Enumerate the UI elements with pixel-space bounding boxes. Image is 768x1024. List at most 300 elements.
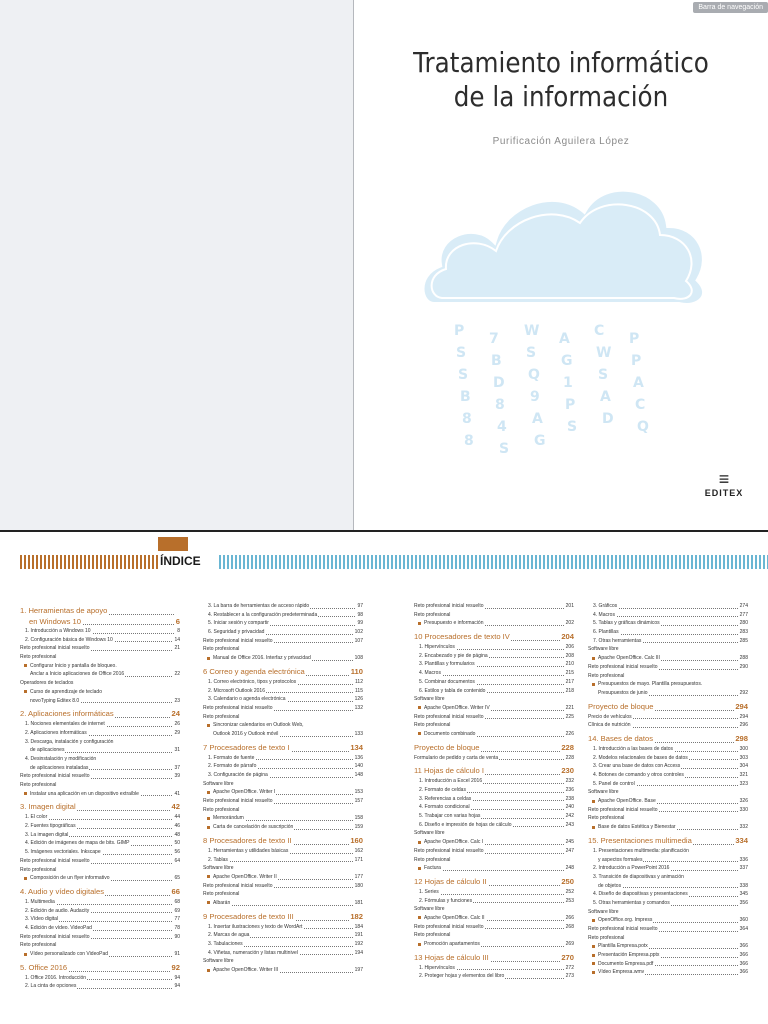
toc-entry-title: Software libre xyxy=(203,865,234,872)
toc-entry-title: Configurar Inicio y pantalla de bloqueo. xyxy=(30,662,117,669)
toc-entry-title: Apache OpenOffice. Calc III xyxy=(598,655,660,662)
toc-entry[interactable] xyxy=(414,829,574,838)
toc-entry-title: Reto profesional inicial resuelto xyxy=(414,847,484,854)
decorative-ribbon-left xyxy=(20,555,158,569)
toc-entry[interactable] xyxy=(20,738,180,747)
toc-page-number: 366 xyxy=(739,952,748,959)
toc-entry[interactable] xyxy=(414,619,574,628)
toc-page-number: 69 xyxy=(174,907,180,914)
toc-entry[interactable] xyxy=(20,839,180,848)
toc-entry[interactable] xyxy=(203,873,363,882)
toc-chapter-heading[interactable] xyxy=(20,886,180,898)
toc-entry[interactable] xyxy=(203,762,363,771)
toc-entry[interactable] xyxy=(414,669,574,678)
bullet-square-icon xyxy=(207,969,210,972)
toc-chapter-heading[interactable] xyxy=(20,801,180,813)
rain-character: C xyxy=(635,397,646,413)
toc-entry[interactable] xyxy=(20,755,180,764)
toc-entry[interactable] xyxy=(414,730,574,739)
toc-entry[interactable] xyxy=(414,611,574,620)
toc-entry[interactable] xyxy=(203,806,363,815)
toc-page-number: 226 xyxy=(565,730,574,737)
rain-character: P xyxy=(631,353,642,369)
toc-entry-title: 3. Plantillas y formularios xyxy=(419,661,475,668)
toc-entry-title: Apache OpenOffice. Calc I xyxy=(424,839,484,846)
toc-entry[interactable] xyxy=(203,754,363,763)
toc-chapter-heading[interactable] xyxy=(414,876,574,888)
toc-entry[interactable] xyxy=(20,848,180,857)
toc-entry[interactable] xyxy=(20,822,180,831)
toc-entry-title: 2. Marcas de agua xyxy=(208,932,250,939)
toc-page-number: 44 xyxy=(174,814,180,821)
toc-page-number: 22 xyxy=(174,671,180,678)
toc-entry[interactable] xyxy=(588,797,748,806)
toc-entry[interactable] xyxy=(588,942,748,951)
toc-entry[interactable] xyxy=(20,772,180,781)
toc-column-4 xyxy=(588,602,748,977)
rain-character: 9 xyxy=(530,389,540,405)
toc-entry[interactable] xyxy=(20,670,180,679)
toc-entry[interactable] xyxy=(20,907,180,916)
toc-entry[interactable] xyxy=(20,644,180,653)
toc-entry-title: Presupuesto e información xyxy=(424,620,484,627)
toc-chapter-heading[interactable] xyxy=(20,605,180,617)
toc-entry[interactable] xyxy=(414,914,574,923)
toc-page-number: 247 xyxy=(565,847,574,854)
toc-page-number: 303 xyxy=(739,754,748,761)
toc-entry-title: Composición de un flyer informativo xyxy=(30,875,110,882)
bullet-square-icon xyxy=(592,826,595,829)
bullet-square-icon xyxy=(24,664,27,667)
toc-entry-title: 6. Estilos y tabla de contenido xyxy=(419,687,486,694)
toc-entry[interactable] xyxy=(414,888,574,897)
toc-entry[interactable] xyxy=(20,924,180,933)
toc-entry[interactable] xyxy=(203,882,363,891)
toc-entry[interactable] xyxy=(588,823,748,832)
toc-entry-title: 12 Hojas de cálculo II xyxy=(414,876,487,886)
toc-entry[interactable] xyxy=(588,847,748,856)
toc-entry[interactable] xyxy=(414,643,574,652)
table-of-contents-page xyxy=(0,532,768,1024)
toc-entry-title: Operadores de teclados xyxy=(20,680,74,687)
toc-entry-title: Promoción apartamentos xyxy=(424,941,480,947)
toc-entry-title: 6. Seguridad y privacidad xyxy=(208,629,265,636)
toc-entry[interactable] xyxy=(414,821,574,830)
toc-entry[interactable] xyxy=(203,899,363,908)
toc-page-number: 206 xyxy=(565,644,574,651)
toc-page-number: 112 xyxy=(355,678,363,685)
toc-page-number: 46 xyxy=(174,823,180,830)
toc-entry-title: Curso de aprendizaje de teclado xyxy=(30,688,102,695)
toc-entry-title: Software libre xyxy=(588,908,619,915)
toc-page-number: 294 xyxy=(739,713,748,720)
toc-entry[interactable] xyxy=(20,627,180,636)
toc-chapter-heading[interactable] xyxy=(203,742,363,754)
toc-column-3 xyxy=(414,602,574,981)
toc-entry[interactable] xyxy=(203,713,363,722)
toc-entry[interactable] xyxy=(414,940,574,949)
toc-entry[interactable] xyxy=(20,933,180,942)
toc-page-number: 277 xyxy=(739,611,748,618)
toc-entry[interactable] xyxy=(588,680,748,689)
toc-chapter-heading[interactable] xyxy=(588,835,748,847)
toc-chapter-heading[interactable] xyxy=(414,952,574,964)
toc-entry[interactable] xyxy=(20,790,180,799)
toc-entry[interactable] xyxy=(20,813,180,822)
toc-page-number: 269 xyxy=(565,941,574,947)
toc-entry[interactable] xyxy=(588,806,748,815)
toc-entry[interactable] xyxy=(20,781,180,790)
toc-entry[interactable] xyxy=(588,771,748,780)
toc-entry-title: 1. Presentaciones multimedia: planificación xyxy=(593,847,689,854)
toc-column-2 xyxy=(203,602,363,975)
bullet-square-icon xyxy=(24,877,27,880)
rain-character: S xyxy=(456,345,467,361)
toc-entry[interactable] xyxy=(20,746,180,755)
toc-page-number: 345 xyxy=(739,891,748,898)
toc-entry[interactable] xyxy=(20,662,180,671)
toc-entry[interactable] xyxy=(20,982,180,991)
toc-entry-title: Software libre xyxy=(414,830,445,837)
toc-entry-title: Formulario de pedido y carta de venta xyxy=(414,754,499,761)
toc-entry-title: 3. La barra de herramientas de acceso rápido xyxy=(208,603,310,609)
toc-entry[interactable] xyxy=(414,713,574,722)
toc-entry[interactable] xyxy=(203,966,363,975)
toc-page-number: 240 xyxy=(565,804,574,811)
toc-entry[interactable] xyxy=(20,697,180,706)
toc-entry-title: OpenOffice.org. Impress xyxy=(598,917,653,924)
toc-entry[interactable] xyxy=(414,931,574,940)
toc-page-number: 41 xyxy=(174,790,180,797)
toc-page-number: 90 xyxy=(174,933,180,940)
toc-entry[interactable] xyxy=(203,847,363,856)
toc-entry-title: Apache OpenOffice. Writer II xyxy=(213,873,277,880)
toc-entry[interactable] xyxy=(203,687,363,696)
toc-entry[interactable] xyxy=(203,890,363,899)
toc-page-number: 296 xyxy=(739,722,748,729)
rain-character: P xyxy=(454,323,465,339)
toc-entry[interactable] xyxy=(588,619,748,628)
toc-entry[interactable] xyxy=(588,602,748,611)
rain-character: C xyxy=(594,323,605,339)
toc-entry[interactable] xyxy=(588,890,748,899)
toc-entry-title: de objetos xyxy=(598,882,622,889)
toc-entry-title: 2. Edición de audio. Audacity xyxy=(25,907,90,914)
toc-entry[interactable] xyxy=(414,847,574,856)
toc-entry[interactable] xyxy=(203,780,363,789)
toc-entry[interactable] xyxy=(588,934,748,943)
toc-page-number: 304 xyxy=(739,763,748,770)
toc-entry-title: 6. Diseño e impresión de hojas de cálculo xyxy=(419,821,512,828)
toc-entry-title: Sincronizar calendarios en Outlook Web, xyxy=(213,722,304,729)
rain-character: G xyxy=(534,433,546,449)
toc-entry[interactable] xyxy=(20,764,180,773)
navigation-bar-button[interactable]: Barra de navegación xyxy=(693,2,768,13)
toc-entry[interactable] xyxy=(588,637,748,646)
toc-entry-title: Reto profesional xyxy=(414,856,451,863)
toc-page-number: 321 xyxy=(739,772,748,778)
toc-entry[interactable] xyxy=(588,899,748,908)
toc-entry[interactable] xyxy=(203,940,363,949)
toc-page-number: 107 xyxy=(354,637,363,644)
toc-page-number: 294 xyxy=(735,701,748,711)
toc-entry[interactable] xyxy=(588,611,748,620)
toc-entry[interactable] xyxy=(414,754,574,763)
toc-page-number: 228 xyxy=(565,754,574,761)
toc-page-number: 136 xyxy=(354,754,363,761)
toc-entry-title: 4. Edición de vídeo. VideoPad xyxy=(25,924,92,931)
toc-entry[interactable] xyxy=(414,795,574,804)
toc-entry[interactable] xyxy=(588,814,748,823)
toc-page-number: 31 xyxy=(174,747,180,754)
toc-entry[interactable] xyxy=(414,602,574,611)
toc-page-number: 356 xyxy=(739,899,748,906)
toc-entry[interactable] xyxy=(203,645,363,654)
toc-entry[interactable] xyxy=(588,645,748,654)
toc-entry-title: 1. El color xyxy=(25,814,48,821)
toc-entry[interactable] xyxy=(20,915,180,924)
toc-entry[interactable] xyxy=(588,672,748,681)
toc-chapter-heading[interactable] xyxy=(20,962,180,974)
toc-entry-title: 2. La cinta de opciones xyxy=(25,983,77,990)
toc-entry[interactable] xyxy=(588,968,748,977)
bullet-square-icon xyxy=(592,971,595,974)
bullet-square-icon xyxy=(592,683,595,686)
toc-page-number: 338 xyxy=(739,882,748,889)
toc-entry[interactable] xyxy=(588,882,748,891)
toc-entry[interactable] xyxy=(20,636,180,645)
toc-entry-title: Reto profesional xyxy=(203,806,240,813)
toc-entry[interactable] xyxy=(203,788,363,797)
toc-page-number: 250 xyxy=(561,876,574,886)
rain-character: D xyxy=(493,375,505,391)
toc-entry[interactable] xyxy=(20,720,180,729)
rain-character: 8 xyxy=(464,433,474,449)
toc-entry[interactable] xyxy=(20,679,180,688)
toc-entry[interactable] xyxy=(203,654,363,663)
toc-entry[interactable] xyxy=(588,780,748,789)
toc-entry[interactable] xyxy=(203,611,363,620)
toc-entry[interactable] xyxy=(203,949,363,958)
toc-entry-title: Vídeo Empresa.wmv xyxy=(598,969,645,976)
toc-entry[interactable] xyxy=(414,803,574,812)
toc-entry[interactable] xyxy=(588,864,748,873)
toc-page-number: 24 xyxy=(171,709,180,719)
toc-page-number: 42 xyxy=(171,802,180,812)
toc-entry-title: Presupuestos de mayo. Plantilla presupuestos. xyxy=(598,681,703,688)
toc-entry-title: 1. Introducción a Windows 10 xyxy=(25,628,91,634)
toc-entry-title: 7 Procesadores de texto I xyxy=(203,742,290,752)
toc-entry[interactable] xyxy=(414,905,574,914)
toc-entry[interactable] xyxy=(588,654,748,663)
toc-entry[interactable] xyxy=(20,866,180,875)
toc-page-number: 323 xyxy=(739,780,748,787)
toc-page-number: 181 xyxy=(354,899,363,906)
toc-page-number: 94 xyxy=(174,983,180,990)
toc-entry-title: Reto profesional xyxy=(414,932,451,939)
toc-entry-title: Software libre xyxy=(414,906,445,913)
toc-entry[interactable] xyxy=(588,628,748,637)
toc-entry[interactable] xyxy=(414,972,574,981)
toc-entry[interactable] xyxy=(20,974,180,983)
toc-chapter-heading[interactable] xyxy=(203,911,363,923)
toc-entry[interactable] xyxy=(20,898,180,907)
toc-entry-title: 10 Procesadores de texto IV xyxy=(414,632,510,642)
toc-entry-title: 5. Panel de control xyxy=(593,780,635,787)
toc-page-number: 202 xyxy=(565,620,574,627)
toc-entry-title: 3. Tabulaciones xyxy=(208,941,243,947)
toc-entry[interactable] xyxy=(588,788,748,797)
toc-entry[interactable] xyxy=(588,916,748,925)
toc-entry[interactable] xyxy=(203,704,363,713)
toc-entry-title: 1. Formato de fuente xyxy=(208,754,255,761)
toc-entry-title: Reto profesional inicial resuelto xyxy=(20,773,90,780)
toc-entry[interactable] xyxy=(414,923,574,932)
toc-page-number: 292 xyxy=(739,689,748,696)
toc-entry[interactable] xyxy=(588,721,748,730)
toc-entry[interactable] xyxy=(414,721,574,730)
toc-entry[interactable] xyxy=(203,628,363,637)
toc-chapter-heading[interactable] xyxy=(588,733,748,745)
toc-entry[interactable] xyxy=(588,663,748,672)
toc-entry[interactable] xyxy=(588,960,748,969)
toc-entry[interactable] xyxy=(20,688,180,697)
toc-page-number: 334 xyxy=(735,835,748,845)
toc-entry[interactable] xyxy=(20,941,180,950)
toc-chapter-heading[interactable] xyxy=(203,666,363,678)
toc-entry[interactable] xyxy=(203,678,363,687)
toc-entry[interactable] xyxy=(203,619,363,628)
toc-chapter-heading[interactable] xyxy=(414,742,574,754)
toc-entry[interactable] xyxy=(414,864,574,873)
toc-entry-title: Reto profesional xyxy=(20,942,57,949)
toc-entry-title: Manual de Office 2016. Interfaz y privacidad xyxy=(213,655,311,662)
toc-entry[interactable] xyxy=(203,695,363,704)
toc-entry[interactable] xyxy=(203,823,363,832)
toc-entry[interactable] xyxy=(20,831,180,840)
toc-entry-title: 1. Introducción a las bases de datos xyxy=(593,745,674,752)
bullet-square-icon xyxy=(592,954,595,957)
toc-entry[interactable] xyxy=(414,777,574,786)
toc-page-number: 8 xyxy=(177,628,180,634)
toc-entry[interactable] xyxy=(414,897,574,906)
toc-page-number: 236 xyxy=(565,787,574,793)
toc-entry[interactable] xyxy=(588,762,748,771)
toc-page-number: 230 xyxy=(561,766,574,776)
toc-entry[interactable] xyxy=(588,925,748,934)
toc-entry[interactable] xyxy=(414,812,574,821)
toc-entry[interactable] xyxy=(203,637,363,646)
toc-page-number: 242 xyxy=(565,813,574,820)
toc-entry[interactable] xyxy=(588,873,748,882)
toc-entry[interactable] xyxy=(414,856,574,865)
toc-entry[interactable] xyxy=(203,797,363,806)
toc-entry[interactable] xyxy=(588,754,748,763)
editex-logo-icon: ≡ xyxy=(718,469,730,489)
book-title-line-1: Tratamiento informático xyxy=(413,46,709,79)
bullet-square-icon xyxy=(207,826,210,829)
toc-entry[interactable] xyxy=(414,964,574,973)
toc-chapter-heading[interactable] xyxy=(414,631,574,643)
toc-entry[interactable] xyxy=(203,721,363,730)
toc-entry-title: Reto profesional xyxy=(414,722,451,729)
toc-entry[interactable] xyxy=(203,771,363,780)
rain-character: A xyxy=(532,411,543,427)
toc-entry-title: en Windows 10 xyxy=(29,617,81,626)
bullet-square-icon xyxy=(207,657,210,660)
toc-entry[interactable] xyxy=(203,931,363,940)
toc-entry-title: Reto profesional inicial resuelto xyxy=(588,663,658,670)
rain-character: 4 xyxy=(497,419,507,435)
toc-entry[interactable] xyxy=(588,689,748,698)
toc-entry[interactable] xyxy=(203,730,363,739)
toc-entry[interactable] xyxy=(588,856,748,865)
toc-page-number: 68 xyxy=(174,898,180,905)
toc-entry[interactable] xyxy=(203,814,363,823)
toc-entry-title: Software libre xyxy=(588,646,619,653)
toc-chapter-heading[interactable] xyxy=(414,765,574,777)
toc-page-number: 270 xyxy=(561,952,574,962)
toc-entry[interactable] xyxy=(20,729,180,738)
toc-chapter-heading[interactable] xyxy=(203,835,363,847)
toc-page-number: 266 xyxy=(565,914,574,921)
toc-entry[interactable] xyxy=(20,874,180,883)
toc-entry[interactable] xyxy=(414,838,574,847)
toc-page-number: 126 xyxy=(354,696,363,703)
toc-entry[interactable] xyxy=(588,745,748,754)
rain-character: B xyxy=(491,353,502,369)
toc-entry-title: 9 Procesadores de texto III xyxy=(203,911,294,921)
rain-character: G xyxy=(561,353,573,369)
toc-entry[interactable] xyxy=(203,957,363,966)
rain-character: P xyxy=(629,331,640,347)
toc-entry[interactable] xyxy=(203,923,363,932)
toc-entry[interactable] xyxy=(414,687,574,696)
toc-entry[interactable] xyxy=(203,856,363,865)
toc-entry-title: 5. Combinar documentos xyxy=(419,678,475,685)
toc-entry[interactable] xyxy=(20,950,180,959)
toc-entry-title: 4. Restablecer a la configuración predeterminada xyxy=(208,611,318,618)
toc-entry[interactable] xyxy=(203,864,363,873)
toc-entry[interactable] xyxy=(414,704,574,713)
toc-entry[interactable] xyxy=(20,857,180,866)
toc-page-number: 268 xyxy=(565,923,574,930)
toc-entry[interactable] xyxy=(20,653,180,662)
toc-page-number: 65 xyxy=(174,875,180,882)
toc-entry-title: Reto profesional inicial resuelto xyxy=(203,637,273,644)
toc-entry-title: Reto profesional inicial resuelto xyxy=(588,926,658,932)
toc-entry-title: 3. Vídeo digital xyxy=(25,916,59,923)
toc-entry[interactable] xyxy=(414,678,574,687)
toc-entry[interactable] xyxy=(414,660,574,669)
toc-entry-title: Apache OpenOffice. Calc II xyxy=(424,914,485,921)
toc-chapter-heading[interactable] xyxy=(20,617,180,627)
toc-entry[interactable] xyxy=(414,652,574,661)
toc-page-number: 56 xyxy=(174,849,180,856)
toc-page-number: 77 xyxy=(174,916,180,923)
toc-entry-title: 7. Otras herramientas xyxy=(593,637,642,644)
toc-page-number: 133 xyxy=(354,730,363,737)
toc-chapter-heading[interactable] xyxy=(20,708,180,720)
toc-entry[interactable] xyxy=(414,786,574,795)
toc-entry[interactable] xyxy=(588,713,748,722)
toc-entry[interactable] xyxy=(588,951,748,960)
toc-chapter-heading[interactable] xyxy=(588,701,748,713)
toc-entry[interactable] xyxy=(203,602,363,611)
toc-entry[interactable] xyxy=(414,695,574,704)
toc-page-number: 336 xyxy=(739,856,748,863)
toc-entry[interactable] xyxy=(588,908,748,917)
